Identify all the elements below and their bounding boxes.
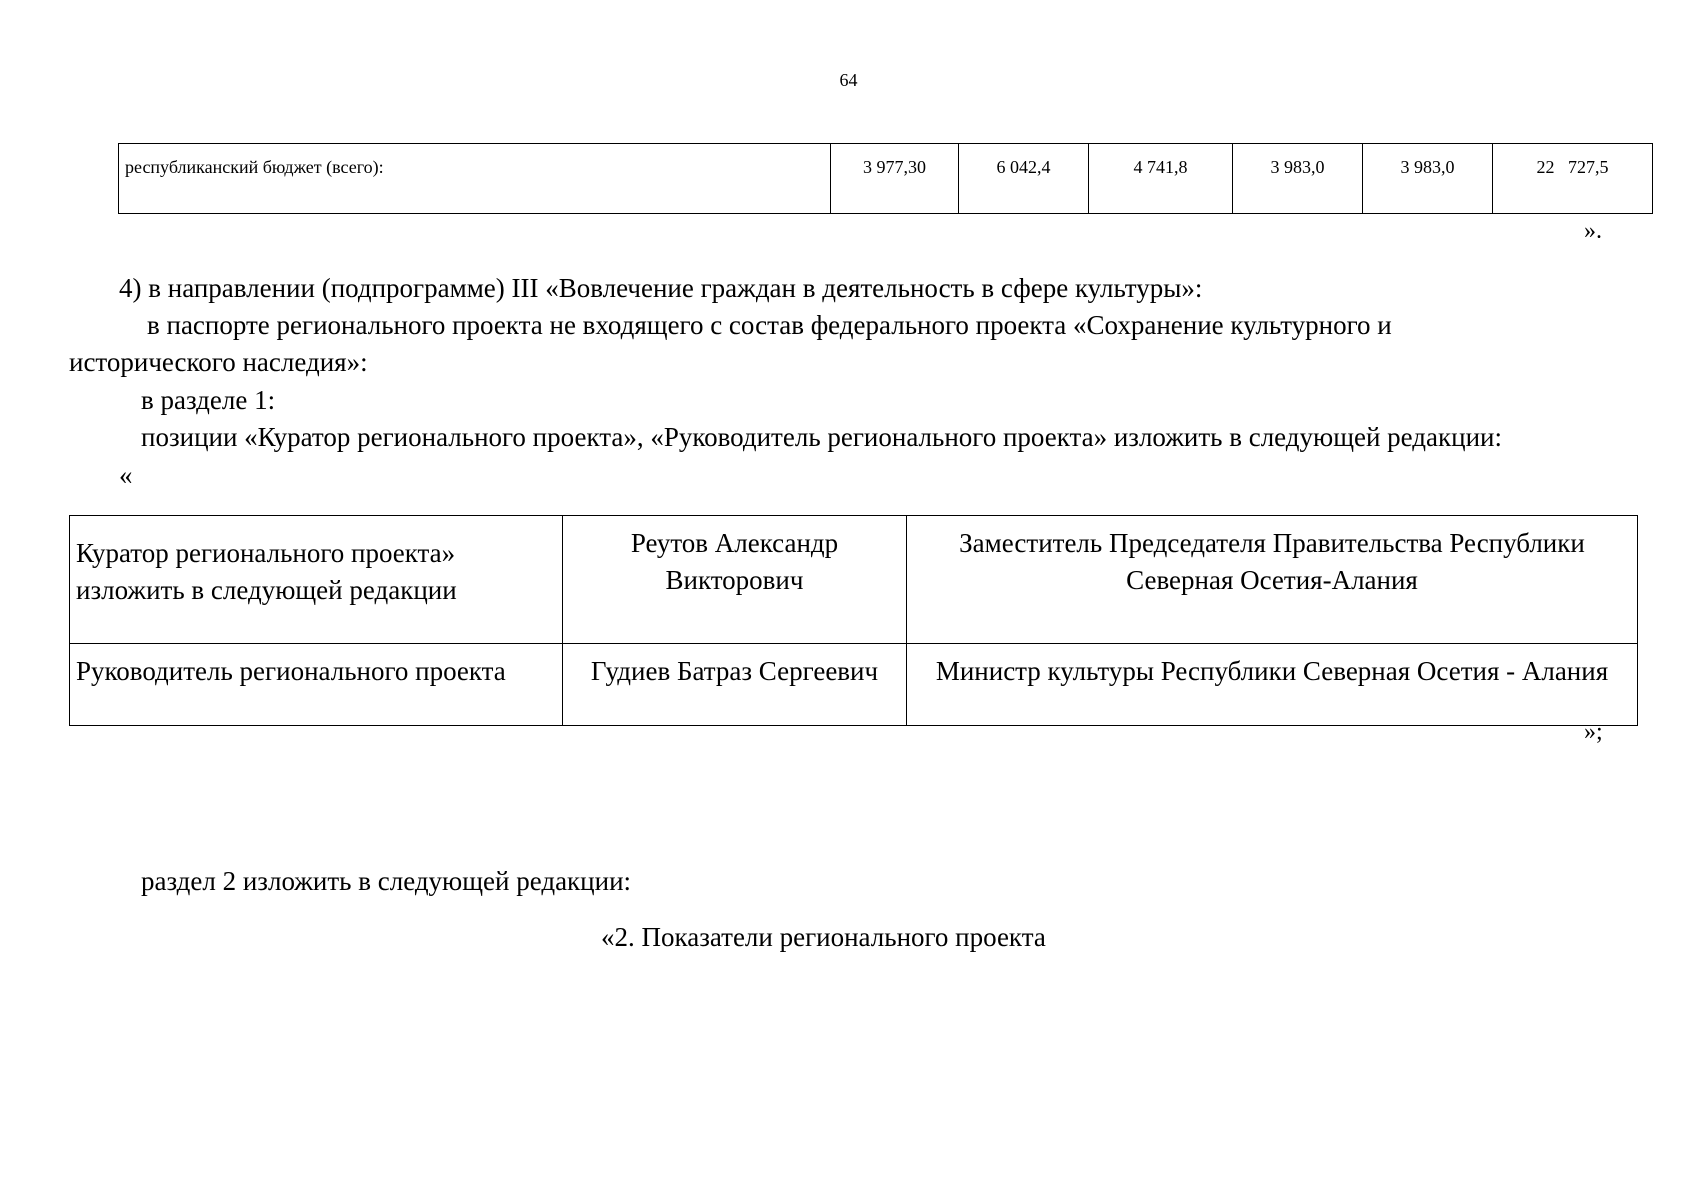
- budget-label: республиканский бюджет (всего):: [119, 144, 831, 214]
- name-text: Реутов Александр: [630, 528, 839, 558]
- position-text: Заместитель Председателя Правительства Республики: [959, 528, 1585, 558]
- position-cell: [907, 516, 1638, 644]
- open-quote: «: [119, 460, 133, 490]
- project-table: [69, 515, 1638, 726]
- name-cell: Гудиев Батраз Сергеевич: [563, 644, 907, 726]
- role-cell: Руководитель регионального проекта: [70, 644, 563, 726]
- paragraph-passport-line2: исторического наследия»:: [69, 347, 368, 377]
- budget-value: 3 983,0: [1233, 144, 1363, 214]
- budget-value: 3 977,30: [831, 144, 959, 214]
- table-row: [119, 144, 1653, 214]
- budget-value: 6 042,4: [959, 144, 1089, 214]
- paragraph-positions: позиции «Куратор регионального проекта», «Руководитель регионального проекта» изложить в следующей редакции:: [141, 422, 1502, 452]
- paragraph-section1: в разделе 1:: [141, 385, 276, 415]
- table-row: [70, 516, 1638, 644]
- budget-value: 4 741,8: [1089, 144, 1233, 214]
- closing-quote: »;: [1584, 719, 1603, 745]
- position-cell: Министр культуры Республики Северная Осетия - Алания: [907, 644, 1638, 726]
- paragraph-direction: 4) в направлении (подпрограмме) III «Вовлечение граждан в деятельность в сфере культуры»:: [119, 273, 1203, 303]
- role-cell: [70, 516, 563, 644]
- position-text: Северная Осетия-Алания: [1126, 565, 1418, 595]
- budget-table: [118, 143, 1653, 214]
- name-text: Викторович: [665, 565, 804, 595]
- page-number: 64: [839, 70, 858, 90]
- name-cell: [563, 516, 907, 644]
- paragraph-passport-line1: в паспорте регионального проекта не входящего с состав федерального проекта «Сохранение культурного и: [147, 310, 1392, 340]
- budget-total: 22 727,5: [1493, 144, 1653, 214]
- closing-quote: ».: [1584, 218, 1602, 244]
- role-text: изложить в следующей редакции: [76, 575, 457, 605]
- table-row: [70, 644, 1638, 726]
- budget-value: 3 983,0: [1363, 144, 1493, 214]
- section2-heading: «2. Показатели регионального проекта: [601, 922, 1046, 952]
- section2-intro: раздел 2 изложить в следующей редакции:: [141, 866, 632, 896]
- role-text: Куратор регионального проекта»: [76, 538, 456, 568]
